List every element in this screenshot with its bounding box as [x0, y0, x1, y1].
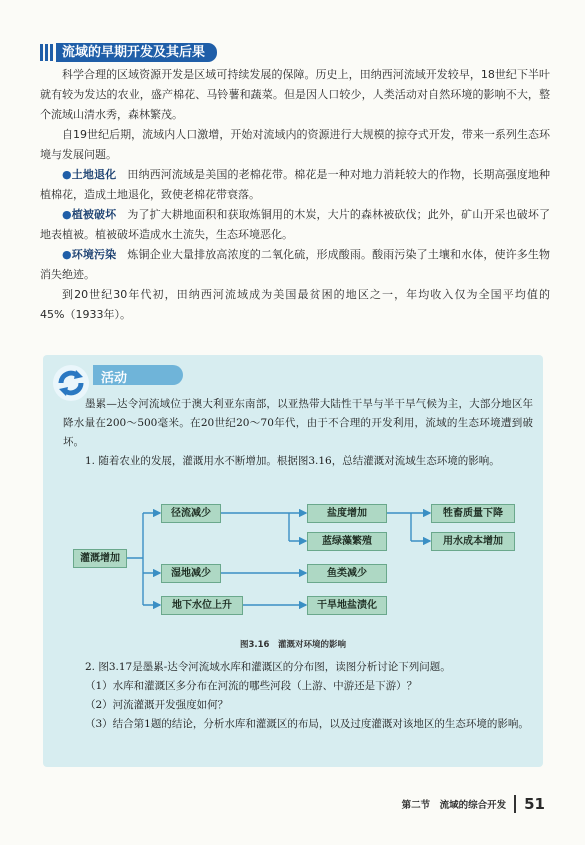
bullet-vegetation — [40, 205, 550, 245]
activity-box — [43, 355, 543, 767]
node-water-cost-increase: 用水成本增加 — [431, 532, 515, 551]
paragraph-2: 自19世纪后期，流域内人口激增，开始对流域内的资源进行大规模的掠夺式开发，带来一系列生态环境与发展问题。 — [40, 128, 550, 161]
figure-caption: 图3.16 灌溉对环境的影响 — [240, 640, 346, 650]
activity-questions — [63, 658, 533, 734]
node-fish-decrease: 鱼类减少 — [307, 564, 387, 583]
diagram-connectors — [43, 355, 543, 645]
node-salinization: 干旱地盐渍化 — [307, 596, 387, 615]
bullet-term: 土地退化 — [71, 168, 117, 181]
question-1: 1. 随着农业的发展，灌溉用水不断增加。根据图3.16，总结灌溉对流域生态环境的影响。 — [85, 455, 500, 467]
section-title: 流域的早期开发及其后果 — [56, 43, 217, 62]
bullet-term: 植被破坏 — [71, 208, 117, 221]
body-text — [40, 65, 550, 325]
section-heading — [40, 43, 217, 62]
node-groundwater-rise: 地下水位上升 — [161, 596, 243, 615]
bullet-dot: ● — [62, 208, 72, 221]
question-2: 2. 图3.17是墨累-达令河流域水库和灌溉区的分布图，读图分析讨论下列问题。 — [85, 661, 451, 673]
question-2-2: （2）河流灌溉开发强度如何？ — [85, 699, 229, 711]
node-salinity-increase: 盐度增加 — [307, 504, 387, 523]
bullet-text: 炼铜企业大量排放高浓度的二氧化硫，形成酸雨。酸雨污染了土壤和水体，使许多生物消失绝迹。 — [40, 248, 551, 281]
node-wetland-decrease: 湿地减少 — [161, 564, 221, 583]
question-2-1: （1）水库和灌溉区多分布在河流的哪些河段（上游、中游还是下游）？ — [85, 680, 418, 692]
bullet-dot: ● — [62, 248, 72, 261]
node-livestock-decline: 牲畜质量下降 — [431, 504, 515, 523]
page-footer — [402, 795, 545, 813]
question-2-3: （3）结合第1题的结论，分析水库和灌溉区的布局，以及过度灌溉对该地区的生态环境的影响。 — [85, 718, 529, 730]
bullet-pollution — [40, 245, 550, 285]
activity-title: 活动 — [101, 371, 128, 386]
bullet-dot: ● — [62, 168, 72, 181]
bullet-term: 环境污染 — [71, 248, 117, 261]
node-irrigation-increase: 灌溉增加 — [73, 549, 127, 568]
paragraph-1: 科学合理的区域资源开发是区域可持续发展的保障。历史上，田纳西河流域开发较早，18世纪下半叶就有较为发达的农业，盛产棉花、马铃薯和蔬菜。但是因人口较少，人类活动对自然环境的影响不大，整个流域山清水秀，森林繁茂。 — [40, 68, 550, 121]
footer-section: 第二节 流域的综合开发 — [401, 800, 507, 811]
node-algae-bloom: 蓝绿藻繁殖 — [307, 532, 387, 551]
bullet-land-degradation — [40, 165, 550, 205]
bullet-text: 田纳西河流域是美国的老棉花带。棉花是一种对地力消耗较大的作物，长期高强度地种植棉花，造成土地退化，致使老棉花带衰落。 — [40, 168, 551, 201]
paragraph-3: 到20世纪30年代初，田纳西河流域成为美国最贫困的地区之一，年均收入仅为全国平均值的45%（1933年）。 — [40, 288, 550, 321]
bullet-text: 为了扩大耕地面积和获取炼铜用的木炭，大片的森林被砍伐；此外，矿山开采也破坏了地表植被。植被破坏造成水土流失，生态环境恶化。 — [40, 208, 551, 241]
node-runoff-decrease: 径流减少 — [161, 504, 221, 523]
page-number: 51 — [514, 795, 545, 813]
activity-intro: 墨累—达令河流域位于澳大利亚东南部，以亚热带大陆性干旱与半干旱气候为主，大部分地区年降水量在200～500毫米。在20世纪20～70年代，由于不合理的开发利用，流域的生态环境遭到破坏。 — [63, 398, 533, 448]
heading-bars — [40, 44, 53, 61]
